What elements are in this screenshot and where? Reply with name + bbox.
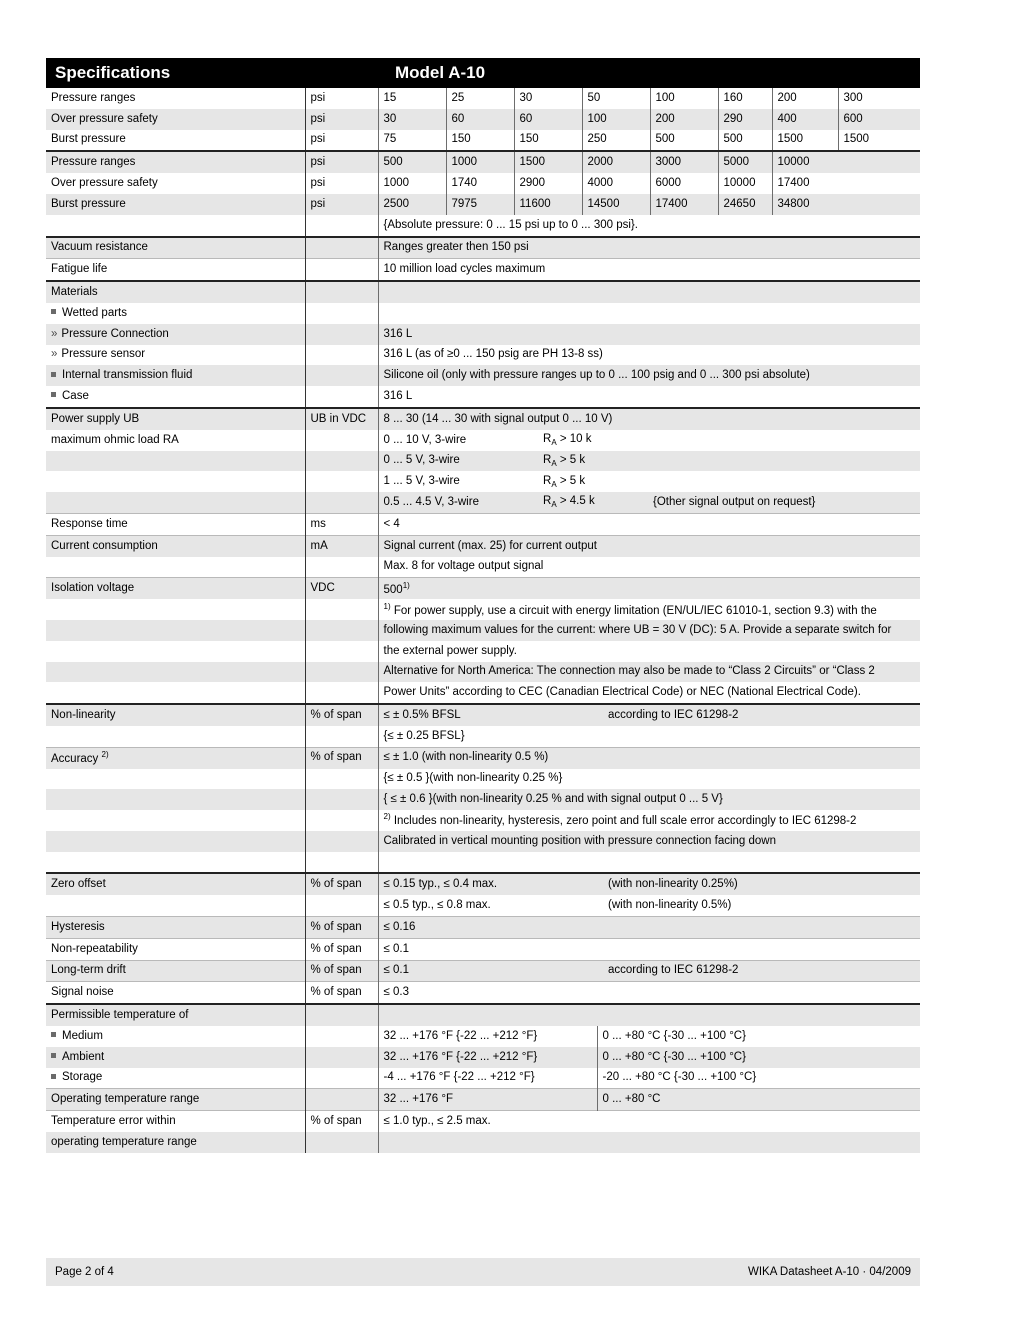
row-label: Pressure ranges (46, 151, 305, 173)
extra-note (648, 451, 920, 472)
table-row-signal-noise (46, 982, 920, 1003)
table-row-isolation-voltage (46, 578, 920, 599)
footnote-line: Alternative for North America: The connection may also be made to “Class 2 Circuits” or “Class 2 (378, 662, 920, 683)
table-row-current-consumption (46, 535, 920, 556)
row-unit (305, 789, 378, 810)
empty-cell (46, 682, 305, 703)
row-unit: % of span (305, 982, 378, 1003)
cell-value: 290 (718, 109, 772, 130)
footnote-line: following maximum values for the current: where UB = 30 V (DC): 5 A. Provide a separate switch for (378, 620, 920, 641)
row-value: {≤ ± 0.25 BFSL} (378, 726, 920, 747)
cell-value: 60 (446, 109, 514, 130)
footnote-line-row (46, 662, 920, 683)
row-label (46, 747, 305, 768)
row-unit: psi (305, 109, 378, 130)
row-unit (305, 1068, 378, 1089)
cell-value: 600 (838, 109, 920, 130)
row-label: Isolation voltage (46, 578, 305, 599)
row-unit (305, 345, 378, 366)
row-label (46, 1068, 305, 1089)
table-row-footnote-2 (46, 810, 920, 831)
cell-value: 2000 (582, 151, 650, 173)
temperature-table (46, 1003, 920, 1153)
table-row-hysteresis (46, 917, 920, 939)
row-value: ≤ 0.3 (378, 982, 920, 1003)
resistance-value: $R_A > 5$ k (543, 474, 586, 489)
row-label: maximum ohmic load RA (51, 433, 179, 446)
empty-cell (46, 662, 305, 683)
row-value: ≤ 0.5 typ., ≤ 0.8 max. (378, 895, 603, 916)
empty-cell (305, 599, 378, 620)
empty-cell (46, 599, 305, 620)
row-value: { ≤ ± 0.6 }(with non-linearity 0.25 % and with signal output 0 ... 5 V} (378, 789, 920, 810)
cell-value: 60 (514, 109, 582, 130)
cell-value: 50 (582, 88, 650, 109)
table-row-accuracy-2 (46, 769, 920, 790)
table-row-temp-error (46, 1111, 920, 1132)
temp-fahrenheit: 32 ... +176 °F {-22 ... +212 °F} (378, 1047, 597, 1068)
cell-value: 500 (378, 151, 446, 173)
table-row-non-repeatability (46, 938, 920, 960)
footnote-line-row (46, 682, 920, 703)
empty-cell (305, 682, 378, 703)
cell-value: 150 (514, 130, 582, 151)
cell-value: 11600 (514, 194, 582, 215)
row-label (46, 492, 305, 513)
row-unit: psi (305, 173, 378, 194)
row-value: ≤ 0.1 (378, 960, 603, 982)
row-unit (305, 281, 378, 303)
row-unit: % of span (305, 704, 378, 726)
performance-table (46, 872, 920, 1003)
cell-value: 4000 (582, 173, 650, 194)
temp-celsius: 0 ... +80 °C {-30 ... +100 °C} (597, 1047, 920, 1068)
spec-header-title: Specifications (55, 63, 171, 82)
row-unit (305, 430, 378, 451)
cell-value: 3000 (650, 151, 718, 173)
table-row-zero-offset-2 (46, 895, 920, 916)
standard-reference: according to IEC 61298-2 (603, 960, 920, 982)
row-label (46, 451, 305, 472)
footnote-marker: 2) (383, 812, 391, 822)
row-label (46, 471, 305, 492)
row-label: Non-linearity (46, 704, 305, 726)
table-row-ambient (46, 1047, 920, 1068)
cell-value: 25 (446, 88, 514, 109)
pressure-table-group-1 (46, 88, 920, 150)
row-label (46, 895, 305, 916)
row-unit (305, 303, 378, 324)
empty-cell (305, 641, 378, 662)
pressure-table-group-2 (46, 150, 920, 235)
cell-value: 2500 (378, 194, 446, 215)
row-value: < 4 (378, 513, 920, 535)
table-row-case (46, 386, 920, 407)
cell-value: 6000 (650, 173, 718, 194)
empty-cell (46, 641, 305, 662)
row-label (46, 1047, 305, 1068)
row-label: Permissible temperature of (46, 1004, 305, 1026)
resistance-value: $R_A > 10$ k (543, 433, 592, 448)
cell-value: 1000 (446, 151, 514, 173)
row-label-text: Medium (62, 1029, 103, 1042)
row-value: Ranges greater then 150 psi (378, 237, 920, 259)
cell-value: 1500 (838, 130, 920, 151)
bullet-square-icon (51, 1074, 56, 1079)
row-value: 10 million load cycles maximum (378, 259, 920, 281)
table-row-materials (46, 281, 920, 303)
temp-celsius: 0 ... +80 °C (597, 1089, 920, 1111)
row-label-text: Ambient (62, 1050, 105, 1063)
cell-value: 17400 (772, 173, 838, 194)
footnote-line: $^{2)}$ Includes non-linearity, hysteresis, zero point and full scale error accordingly to IEC 61298-2 (378, 810, 920, 831)
temp-fahrenheit: 32 ... +176 °F (378, 1089, 597, 1111)
cell-value: 250 (582, 130, 650, 151)
row-value: 500$^{1)}$ (378, 578, 920, 599)
temp-fahrenheit: -4 ... +176 °F {-22 ... +212 °F} (378, 1068, 597, 1089)
row-unit (305, 726, 378, 747)
row-value: Signal current (max. 25) for current output (378, 535, 920, 556)
empty-cell (305, 662, 378, 683)
empty-cell (46, 852, 305, 873)
table-row-permissible-temperature (46, 1004, 920, 1026)
spacer-row (46, 852, 920, 873)
row-label (46, 810, 305, 831)
cell-value: 24650 (718, 194, 772, 215)
footnote-line: Power Units” according to CEC (Canadian Electrical Code) or NEC (National Electrical Code). (378, 682, 920, 703)
cell-value: 160 (718, 88, 772, 109)
cell-value: 75 (378, 130, 446, 151)
row-unit (305, 471, 378, 492)
table-row-pressure-connection (46, 324, 920, 345)
row-unit: % of span (305, 917, 378, 939)
signal-output-value: 0 ... 5 V, 3-wire (378, 451, 538, 472)
absolute-pressure-note-row (46, 215, 920, 236)
cell-value (838, 151, 920, 173)
row-unit (305, 492, 378, 513)
cell-value: 10000 (772, 151, 838, 173)
table-row-ohmic-load (46, 492, 920, 513)
accuracy-table (46, 703, 920, 872)
bullet-square-icon (51, 309, 56, 314)
cell-value: 15 (378, 88, 446, 109)
row-unit: psi (305, 194, 378, 215)
bullet-square-icon (51, 372, 56, 377)
chevron-double-right-icon: » (51, 348, 58, 361)
row-unit (305, 769, 378, 790)
row-label-text: Pressure sensor (61, 348, 146, 361)
signal-output-value: 1 ... 5 V, 3-wire (378, 471, 538, 492)
row-unit: % of span (305, 938, 378, 960)
cell-value (838, 173, 920, 194)
table-row-non-linearity (46, 704, 920, 726)
row-condition: (with non-linearity 0.25%) (603, 873, 920, 895)
table-row (46, 194, 920, 215)
footnote-line: $^{1)}$ For power supply, use a circuit with energy limitation (EN/UL/IEC 61010-1, section 9.3) with the (378, 599, 920, 620)
general-specs-table (46, 236, 920, 407)
table-row (46, 130, 920, 151)
table-row-storage (46, 1068, 920, 1089)
row-label (46, 345, 305, 366)
cell-value: 500 (650, 130, 718, 151)
resistance-value: $R_A > 4.5$ k (543, 495, 595, 510)
row-label: Power supply UB (46, 408, 305, 430)
row-label-text: Accuracy (51, 752, 99, 765)
row-unit: mA (305, 535, 378, 556)
row-unit: ms (305, 513, 378, 535)
empty-cell (305, 215, 378, 236)
row-label: Hysteresis (46, 917, 305, 939)
row-value: Calibrated in vertical mounting position with pressure connection facing down (378, 831, 920, 852)
row-label (46, 1026, 305, 1047)
table-row-long-term-drift (46, 960, 920, 982)
row-unit: % of span (305, 1111, 378, 1132)
page-number: Page 2 of 4 (55, 1266, 114, 1278)
row-value (378, 1004, 920, 1026)
chevron-double-right-icon: » (51, 327, 58, 340)
cell-value (838, 194, 920, 215)
cell-value: 300 (838, 88, 920, 109)
row-label (46, 789, 305, 810)
footnote-line-row (46, 641, 920, 662)
row-label: Response time (46, 513, 305, 535)
row-unit (305, 451, 378, 472)
row-label-text: Storage (62, 1071, 103, 1084)
cell-value: 2900 (514, 173, 582, 194)
row-unit (305, 1004, 378, 1026)
footnote-line-row (46, 599, 920, 620)
cell-value: 30 (514, 88, 582, 109)
row-label: Operating temperature range (46, 1089, 305, 1111)
bullet-square-icon (51, 1053, 56, 1058)
row-label: Fatigue life (46, 259, 305, 281)
row-unit (305, 1047, 378, 1068)
row-label-text: Internal transmission fluid (62, 369, 193, 382)
row-value: 316 L (as of ≥0 ... 150 psig are PH 13-8 ss) (378, 345, 920, 366)
table-row-accuracy (46, 747, 920, 768)
row-unit: % of span (305, 747, 378, 768)
cell-value: 500 (718, 130, 772, 151)
empty-cell (46, 620, 305, 641)
table-row-temp-error-2 (46, 1132, 920, 1153)
table-row-internal-fluid (46, 365, 920, 386)
table-row-medium (46, 1026, 920, 1047)
extra-note (648, 471, 920, 492)
cell-value: 17400 (650, 194, 718, 215)
spec-header (46, 58, 920, 88)
row-unit (305, 1026, 378, 1047)
row-unit (305, 810, 378, 831)
row-value: Silicone oil (only with pressure ranges up to 0 ... 100 psig and 0 ... 300 psi absolute) (378, 365, 920, 386)
row-value: ≤ ± 0.5% BFSL (378, 704, 603, 726)
row-label: Current consumption (46, 535, 305, 556)
table-row-wetted-parts (46, 303, 920, 324)
table-row (46, 173, 920, 194)
bullet-square-icon (51, 1032, 56, 1037)
row-value: ≤ 1.0 typ., ≤ 2.5 max. (378, 1111, 920, 1132)
extra-note: {Other signal output on request} (653, 495, 816, 508)
page-footer (46, 1258, 920, 1286)
table-row-response-time (46, 513, 920, 535)
empty-cell (305, 620, 378, 641)
row-unit (305, 237, 378, 259)
row-value: 8 ... 30 (14 ... 30 with signal output 0 ... 10 V) (378, 408, 920, 430)
cell-value: 7975 (446, 194, 514, 215)
row-label (46, 831, 305, 852)
row-label (46, 365, 305, 386)
row-value: Max. 8 for voltage output signal (378, 557, 920, 578)
document-source: WIKA Datasheet A-10 · 04/2009 (747, 1266, 911, 1278)
row-condition: (with non-linearity 0.5%) (608, 899, 732, 912)
power-supply-table (46, 407, 920, 599)
row-label-text: Case (62, 389, 89, 402)
row-unit (305, 386, 378, 407)
row-label: Materials (46, 281, 305, 303)
row-value (378, 281, 920, 303)
row-unit (305, 324, 378, 345)
resistance-value: $R_A > 5$ k (543, 453, 586, 468)
row-value: ≤ ± 1.0 (with non-linearity 0.5 %) (378, 747, 920, 768)
table-row-vacuum-resistance (46, 237, 920, 259)
cell-value: 100 (650, 88, 718, 109)
row-unit (305, 259, 378, 281)
row-unit (305, 1089, 378, 1111)
cell-value: 34800 (772, 194, 838, 215)
footnote-marker: 1) (402, 580, 410, 590)
cell-value: 14500 (582, 194, 650, 215)
row-value: 316 L (378, 386, 920, 407)
row-label: Long-term drift (46, 960, 305, 982)
row-label: operating temperature range (51, 1135, 197, 1148)
row-label: Signal noise (46, 982, 305, 1003)
table-row-operating-range (46, 1089, 920, 1111)
row-unit (305, 557, 378, 578)
empty-cell (305, 852, 378, 873)
temp-celsius: 0 ... +80 °C {-30 ... +100 °C} (597, 1026, 920, 1047)
signal-output-value: 0.5 ... 4.5 V, 3-wire (378, 492, 538, 513)
table-row-calibration-note (46, 831, 920, 852)
datasheet-page (46, 58, 920, 1153)
cell-value: 200 (650, 109, 718, 130)
row-value: ≤ 0.15 typ., ≤ 0.4 max. (378, 873, 603, 895)
standard-reference: according to IEC 61298-2 (603, 704, 920, 726)
row-unit (305, 895, 378, 916)
table-row-ohmic-load (46, 430, 920, 451)
row-unit: psi (305, 151, 378, 173)
temp-celsius: -20 ... +80 °C {-30 ... +100 °C} (597, 1068, 920, 1089)
table-row-power-supply (46, 408, 920, 430)
table-row-accuracy-3 (46, 789, 920, 810)
row-label (46, 726, 305, 747)
bullet-square-icon (51, 392, 56, 397)
empty-cell (378, 852, 920, 873)
spec-header-model: Model A-10 (395, 63, 486, 82)
row-unit (305, 1132, 378, 1153)
footnote-line-row (46, 620, 920, 641)
empty-cell (46, 215, 305, 236)
cell-value: 1000 (378, 173, 446, 194)
table-row-fatigue-life (46, 259, 920, 281)
extra-note (648, 430, 920, 451)
table-row-ohmic-load (46, 471, 920, 492)
row-label: Zero offset (46, 873, 305, 895)
cell-value: 400 (772, 109, 838, 130)
cell-value: 200 (772, 88, 838, 109)
row-value: 316 L (378, 324, 920, 345)
row-label: Temperature error within (46, 1111, 305, 1132)
table-row-ohmic-load (46, 451, 920, 472)
cell-value: 150 (446, 130, 514, 151)
row-label (46, 324, 305, 345)
row-value (378, 303, 920, 324)
row-label: Vacuum resistance (46, 237, 305, 259)
temp-fahrenheit: 32 ... +176 °F {-22 ... +212 °F} (378, 1026, 597, 1047)
absolute-pressure-note: {Absolute pressure: 0 ... 15 psi up to 0 ... 300 psi}. (378, 215, 920, 236)
row-unit: % of span (305, 960, 378, 982)
row-label (46, 303, 305, 324)
row-label (46, 386, 305, 407)
footnote-marker: 1) (383, 601, 391, 611)
cell-value: 1500 (772, 130, 838, 151)
row-unit (305, 365, 378, 386)
row-value: ≤ 0.1 (378, 938, 920, 960)
cell-value: 30 (378, 109, 446, 130)
signal-output-value: 0 ... 10 V, 3-wire (378, 430, 538, 451)
footnote-line: the external power supply. (378, 641, 920, 662)
row-value (378, 1132, 920, 1153)
table-row-non-linearity-alt (46, 726, 920, 747)
row-label: Over pressure safety (51, 112, 158, 125)
row-label: Over pressure safety (51, 176, 158, 189)
row-value: {≤ ± 0.5 }(with non-linearity 0.25 %} (378, 769, 920, 790)
cell-value: 1740 (446, 173, 514, 194)
cell-value: 1500 (514, 151, 582, 173)
cell-value: 100 (582, 109, 650, 130)
table-row (46, 109, 920, 130)
table-row (46, 88, 920, 109)
row-value: ≤ 0.16 (378, 917, 920, 939)
footnote-1-table (46, 599, 920, 703)
row-label-text: Wetted parts (62, 306, 127, 319)
footnote-marker: 2) (101, 750, 109, 760)
row-label (46, 769, 305, 790)
row-unit: psi (305, 88, 378, 109)
row-unit: VDC (305, 578, 378, 599)
table-row-pressure-sensor (46, 345, 920, 366)
row-label: Burst pressure (51, 197, 126, 210)
row-label-text: Pressure Connection (61, 327, 169, 340)
row-label (46, 557, 305, 578)
row-label: Non-repeatability (46, 938, 305, 960)
table-row (46, 151, 920, 173)
row-unit: psi (305, 130, 378, 151)
row-unit (305, 831, 378, 852)
table-row-current-consumption-2 (46, 557, 920, 578)
row-unit: % of span (305, 873, 378, 895)
row-unit: UB in VDC (305, 408, 378, 430)
row-label: Pressure ranges (51, 91, 136, 104)
cell-value: 10000 (718, 173, 772, 194)
row-label: Burst pressure (51, 133, 126, 146)
cell-value: 5000 (718, 151, 772, 173)
table-row-zero-offset (46, 873, 920, 895)
